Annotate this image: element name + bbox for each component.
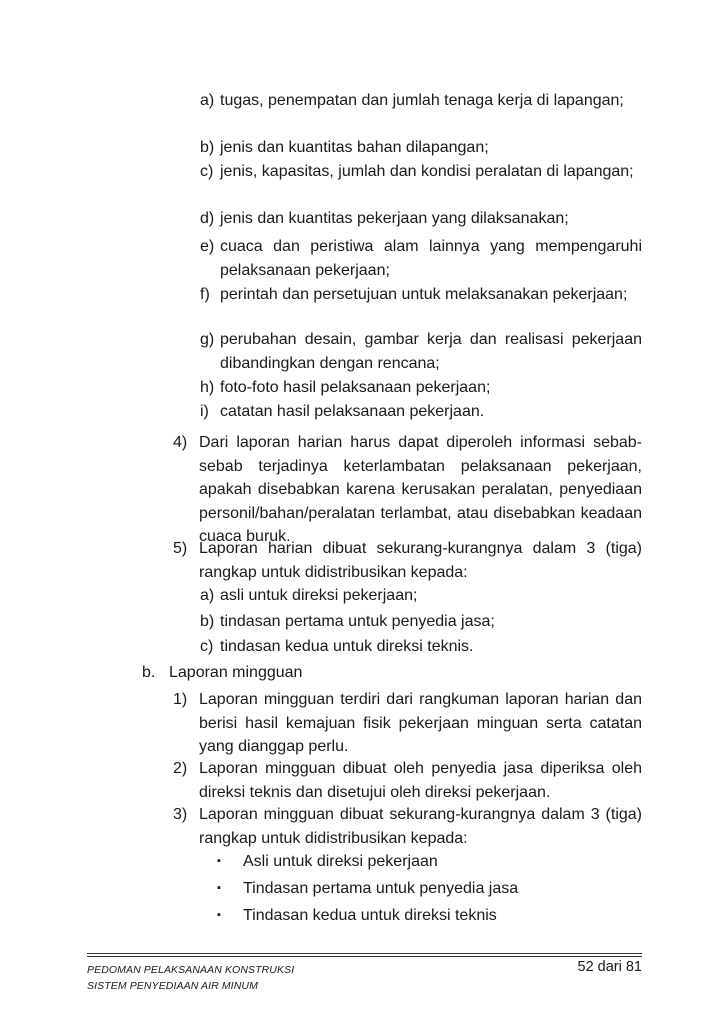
list-marker: c) [200, 163, 214, 180]
list-text: foto-foto hasil pelaksanaan pekerjaan; [220, 379, 491, 396]
bullet-item-2 [217, 877, 642, 901]
list-text: Asli untuk direksi pekerjaan [243, 853, 438, 870]
page-number: 52 dari 81 [577, 959, 642, 975]
list-item-e [200, 235, 642, 282]
numbered-item-b1 [173, 688, 642, 759]
footer-title [87, 962, 294, 994]
list-item-5c [200, 635, 642, 659]
list-marker: c) [200, 638, 214, 655]
list-text: perubahan desain, gambar kerja dan realisasi pekerjaan dibandingkan dengan rencana; [220, 331, 642, 372]
list-marker: f) [200, 286, 210, 303]
list-text: Laporan mingguan dibuat oleh penyedia jasa diperiksa oleh direksi teknis dan disetujui oleh direksi pekerjaan. [199, 760, 642, 801]
list-text: Tindasan pertama untuk penyedia jasa [243, 880, 519, 897]
list-item-a [200, 89, 642, 113]
list-marker: b) [200, 139, 215, 156]
list-text: Laporan mingguan dibuat sekurang-kurangnya dalam 3 (tiga) rangkap untuk didistribusikan kepada: [199, 806, 642, 847]
numbered-item-4 [173, 431, 642, 549]
list-item-i [200, 400, 642, 424]
list-text: Dari laporan harian harus dapat diperoleh informasi sebab-sebab terjadinya keterlambatan pelaksanaan pekerjaan, apakah disebabkan karena kerusakan peralatan, penyediaan personil/bahan/peralatan terlambat, atau disebabkan keadaan cuaca buruk. [199, 434, 642, 545]
section-heading-b [142, 661, 642, 685]
list-marker: d) [200, 210, 215, 227]
square-bullet-icon: ▪ [217, 909, 221, 921]
list-text: jenis dan kuantitas pekerjaan yang dilaksanakan; [220, 210, 569, 227]
list-text: tindasan pertama untuk penyedia jasa; [220, 613, 495, 630]
list-marker: 4) [173, 434, 188, 451]
list-text: Laporan mingguan terdiri dari rangkuman laporan harian dan berisi hasil kemajuan fisik pekerjaan minguan serta catatan yang dianggap perlu. [199, 691, 642, 755]
list-marker: 5) [173, 540, 188, 557]
list-item-5b [200, 610, 642, 634]
section-title: Laporan mingguan [169, 664, 303, 681]
list-marker: a) [200, 587, 215, 604]
footer-title-line1: PEDOMAN PELAKSANAAN KONSTRUKSI [87, 964, 295, 976]
list-marker: e) [200, 238, 215, 255]
list-text: Tindasan kedua untuk direksi teknis [243, 907, 497, 924]
numbered-item-5 [173, 537, 642, 584]
footer-divider [87, 953, 642, 954]
list-item-f [200, 283, 642, 307]
footer-divider [87, 956, 642, 957]
list-marker: b. [142, 664, 156, 681]
footer-title-line2: SISTEM PENYEDIAAN AIR MINUM [87, 980, 258, 992]
bullet-item-3 [217, 904, 642, 928]
list-text: asli untuk direksi pekerjaan; [220, 587, 418, 604]
list-marker: a) [200, 92, 215, 109]
list-marker: h) [200, 379, 215, 396]
bullet-item-1 [217, 850, 642, 874]
list-item-g [200, 328, 642, 375]
list-marker: 3) [173, 806, 188, 823]
list-text: perintah dan persetujuan untuk melaksanakan pekerjaan; [220, 286, 628, 303]
list-text: catatan hasil pelaksanaan pekerjaan. [220, 403, 485, 420]
numbered-item-b3 [173, 803, 642, 850]
list-item-d [200, 207, 642, 231]
list-text: jenis dan kuantitas bahan dilapangan; [220, 139, 489, 156]
list-marker: 1) [173, 691, 188, 708]
list-marker: 2) [173, 760, 188, 777]
list-marker: g) [200, 331, 215, 348]
list-item-b [200, 136, 642, 160]
list-item-5a [200, 584, 642, 608]
list-text: tindasan kedua untuk direksi teknis. [220, 638, 474, 655]
numbered-item-b2 [173, 757, 642, 804]
list-marker: b) [200, 613, 215, 630]
list-text: jenis, kapasitas, jumlah dan kondisi peralatan di lapangan; [220, 163, 634, 180]
list-text: cuaca dan peristiwa alam lainnya yang mempengaruhi pelaksanaan pekerjaan; [220, 238, 642, 279]
list-marker: i) [200, 403, 209, 420]
list-text: tugas, penempatan dan jumlah tenaga kerja di lapangan; [220, 92, 624, 109]
list-text: Laporan harian dibuat sekurang-kurangnya dalam 3 (tiga) rangkap untuk didistribusikan kepada: [199, 540, 642, 581]
square-bullet-icon: ▪ [217, 882, 221, 894]
list-item-c [200, 160, 642, 184]
list-item-h [200, 376, 642, 400]
square-bullet-icon: ▪ [217, 855, 221, 867]
